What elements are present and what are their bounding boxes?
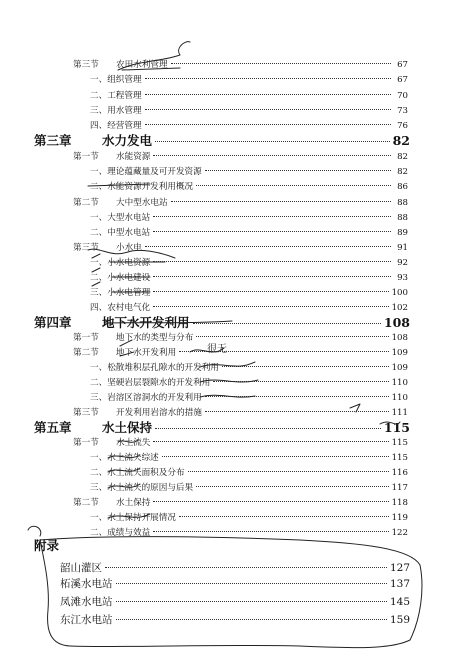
page-number: 109: [391, 363, 408, 373]
handwritten-note: 很无: [207, 344, 227, 355]
toc-entry[interactable]: [90, 104, 408, 116]
leader-dots: [153, 231, 391, 232]
leader-dots: [155, 428, 381, 429]
appendix-heading: 附录: [34, 538, 60, 553]
item-label: 二、: [90, 91, 108, 101]
toc-entry[interactable]: [73, 150, 408, 162]
page-number: 100: [391, 288, 408, 298]
item-label: 一、: [90, 513, 108, 523]
page-number: 119: [391, 513, 408, 523]
entry-title: 水能资源: [116, 152, 151, 162]
page-number: 102: [391, 303, 408, 313]
page-number: 115: [391, 438, 408, 448]
toc-entry[interactable]: [90, 481, 408, 493]
item-label: 二、: [90, 378, 108, 388]
leader-dots: [153, 531, 388, 532]
leader-dots: [105, 567, 387, 568]
leader-dots: [145, 124, 391, 125]
toc-entry[interactable]: [73, 331, 408, 343]
entry-title: 水土流失的原因与后果: [107, 483, 194, 493]
leader-dots: [196, 185, 391, 186]
leader-dots: [153, 291, 388, 292]
item-label: 二、: [90, 182, 108, 192]
toc-entry[interactable]: [90, 226, 408, 238]
leader-dots: [155, 141, 390, 142]
entry-title: 水土流失综述: [107, 453, 159, 463]
leader-dots: [145, 109, 391, 110]
section-label: 第二节: [73, 498, 99, 508]
page-number: 118: [391, 498, 408, 508]
page-number: 122: [391, 528, 408, 538]
leader-dots: [145, 94, 391, 95]
page-number: 91: [397, 243, 408, 253]
item-label: 一、: [90, 213, 108, 223]
toc-entry[interactable]: [90, 211, 408, 223]
toc-entry[interactable]: [90, 376, 408, 388]
leader-dots: [116, 583, 387, 584]
chapter-title: 水力发电: [102, 133, 153, 148]
entry-title: 坚硬岩层裂隙水的开发利用: [107, 378, 211, 388]
leader-dots: [222, 366, 389, 367]
leader-dots: [145, 78, 391, 79]
item-label: 四、: [90, 303, 108, 313]
toc-entry[interactable]: [90, 526, 408, 538]
leader-dots: [179, 351, 388, 352]
toc-entry[interactable]: [90, 256, 408, 268]
toc-entry[interactable]: [73, 346, 408, 358]
section-label: 第一节: [73, 152, 99, 162]
item-label: 一、: [90, 258, 108, 268]
item-label: 一、: [90, 75, 108, 85]
toc-entry[interactable]: [73, 58, 408, 70]
entry-title: 大型水电站: [107, 213, 151, 223]
leader-dots: [171, 63, 391, 64]
section-label: 第三节: [73, 408, 99, 418]
leader-dots: [162, 456, 389, 457]
toc-entry[interactable]: [90, 451, 408, 463]
page-number: 115: [391, 453, 408, 463]
toc-entry[interactable]: [90, 119, 408, 131]
page-number: 137: [389, 578, 410, 590]
item-label: 三、: [90, 106, 108, 116]
section-label: 第一节: [73, 333, 99, 343]
item-label: 三、: [90, 288, 108, 298]
item-label: 三、: [90, 393, 108, 403]
item-label: 一、: [90, 363, 108, 373]
page-number: 109: [391, 348, 408, 358]
leader-dots: [205, 170, 391, 171]
page-number: 108: [391, 333, 408, 343]
entry-title: 经营管理: [107, 121, 142, 131]
leader-dots: [179, 516, 389, 517]
toc-entry[interactable]: [90, 361, 408, 373]
toc-chapter[interactable]: [34, 313, 410, 331]
leader-dots: [205, 396, 389, 397]
page-number: 76: [397, 121, 408, 131]
page-number: 111: [391, 408, 408, 418]
entry-title: 理论蕴藏量及可开发资源: [107, 167, 202, 177]
toc-entry[interactable]: [90, 511, 408, 523]
page-number: 115: [383, 420, 410, 435]
item-label: 二、: [90, 528, 108, 538]
chapter-title: 水土保持: [102, 420, 153, 435]
entry-title: 成绩与效益: [107, 528, 151, 538]
leader-dots: [196, 486, 388, 487]
page-number: 117: [391, 483, 408, 493]
page-number: 82: [397, 152, 408, 162]
entry-title: 水能资源开发利用概况: [107, 182, 194, 192]
entry-title: 工程管理: [107, 91, 142, 101]
toc-entry[interactable]: [90, 286, 408, 298]
leader-dots: [153, 276, 391, 277]
entry-title: 水土流失面积及分布: [107, 468, 185, 478]
leader-dots: [153, 261, 391, 262]
section-label: 第二节: [73, 198, 99, 208]
toc-entry[interactable]: [90, 301, 408, 313]
page-number: 67: [397, 75, 408, 85]
entry-title: 小水电资源: [107, 258, 151, 268]
page-number: 89: [397, 228, 408, 238]
toc-chapter[interactable]: [34, 131, 410, 149]
leader-dots: [171, 201, 391, 202]
entry-title: 松散堆积层孔隙水的开发利用: [107, 363, 219, 373]
leader-dots: [153, 306, 388, 307]
entry-title: 韶山灌区: [60, 562, 102, 574]
page-number: 82: [397, 167, 408, 177]
entry-title: 开发利用岩溶水的措施: [116, 408, 202, 418]
entry-title: 水土流失: [116, 438, 151, 448]
pencil-stroke: [40, 537, 422, 648]
section-label: 第二节: [73, 348, 99, 358]
chapter-label: 第四章: [34, 315, 72, 330]
toc-entry[interactable]: [73, 196, 408, 208]
toc-entry[interactable]: [90, 391, 408, 403]
item-label: 二、: [90, 228, 108, 238]
page-number: 82: [392, 133, 410, 148]
section-label: 第一节: [73, 438, 99, 448]
entry-title: 农田水利管理: [116, 60, 168, 70]
item-label: 二、: [90, 273, 108, 283]
page-number: 70: [397, 91, 408, 101]
entry-title: 组织管理: [107, 75, 142, 85]
entry-title: 东江水电站: [60, 614, 113, 626]
toc-entry[interactable]: [73, 406, 408, 418]
toc-entry[interactable]: [90, 466, 408, 478]
appendix-entry[interactable]: [60, 560, 410, 575]
item-label: 二、: [90, 468, 108, 478]
leader-dots: [153, 441, 388, 442]
appendix-entry[interactable]: [60, 576, 410, 591]
entry-title: 岩溶区溶洞水的开发利用: [107, 393, 202, 403]
toc-entry[interactable]: [90, 271, 408, 283]
entry-title: 小水电: [116, 243, 142, 253]
toc-chapter[interactable]: [34, 418, 410, 436]
toc-entry[interactable]: [73, 436, 408, 448]
entry-title: 大中型水电站: [116, 198, 168, 208]
pencil-stroke: [28, 526, 41, 536]
page-number: 159: [389, 614, 410, 626]
leader-dots: [116, 601, 387, 602]
page-number: 116: [391, 468, 408, 478]
chapter-label: 第五章: [34, 420, 72, 435]
entry-title: 小水电管理: [107, 288, 151, 298]
entry-title: 水土保持: [116, 498, 151, 508]
leader-dots: [153, 501, 388, 502]
item-label: 三、: [90, 483, 108, 493]
entry-title: 凤滩水电站: [60, 596, 113, 608]
entry-title: 中型水电站: [107, 228, 151, 238]
page-number: 88: [397, 198, 408, 208]
page-number: 127: [389, 562, 410, 574]
page-number: 88: [397, 213, 408, 223]
toc-entry[interactable]: [90, 89, 408, 101]
appendix-entry[interactable]: [60, 594, 410, 609]
item-label: 一、: [90, 453, 108, 463]
entry-title: 小水电建设: [107, 273, 151, 283]
entry-title: 农村电气化: [107, 303, 151, 313]
item-label: 一、: [90, 167, 108, 177]
section-label: 第三节: [73, 243, 99, 253]
page-number: 86: [397, 182, 408, 192]
toc-entry[interactable]: [90, 180, 408, 192]
toc-entry[interactable]: [73, 496, 408, 508]
toc-entry[interactable]: [90, 165, 408, 177]
page-number: 145: [389, 596, 410, 608]
appendix-entry[interactable]: [60, 612, 410, 627]
toc-entry[interactable]: [90, 73, 408, 85]
page-number: 93: [397, 273, 408, 283]
leader-dots: [205, 411, 389, 412]
entry-title: 水土保持开展情况: [107, 513, 176, 523]
entry-title: 地下水开发利用: [116, 348, 177, 358]
page-number: 110: [391, 378, 408, 388]
page-number: 110: [391, 393, 408, 403]
page-number: 108: [383, 315, 410, 330]
entry-title: 地下水的类型与分布: [116, 333, 194, 343]
leader-dots: [145, 246, 391, 247]
chapter-label: 第三章: [34, 133, 72, 148]
leader-dots: [116, 619, 387, 620]
page-number: 67: [397, 60, 408, 70]
item-label: 四、: [90, 121, 108, 131]
leader-dots: [188, 471, 389, 472]
chapter-title: 地下水开发利用: [102, 315, 190, 330]
leader-dots: [213, 381, 388, 382]
section-label: 第三节: [73, 60, 99, 70]
page-number: 73: [397, 106, 408, 116]
page-number: 92: [397, 258, 408, 268]
toc-entry[interactable]: [73, 241, 408, 253]
leader-dots: [196, 336, 388, 337]
entry-title: 用水管理: [107, 106, 142, 116]
leader-dots: [153, 216, 391, 217]
leader-dots: [153, 155, 391, 156]
leader-dots: [193, 323, 381, 324]
entry-title: 柘溪水电站: [60, 578, 113, 590]
